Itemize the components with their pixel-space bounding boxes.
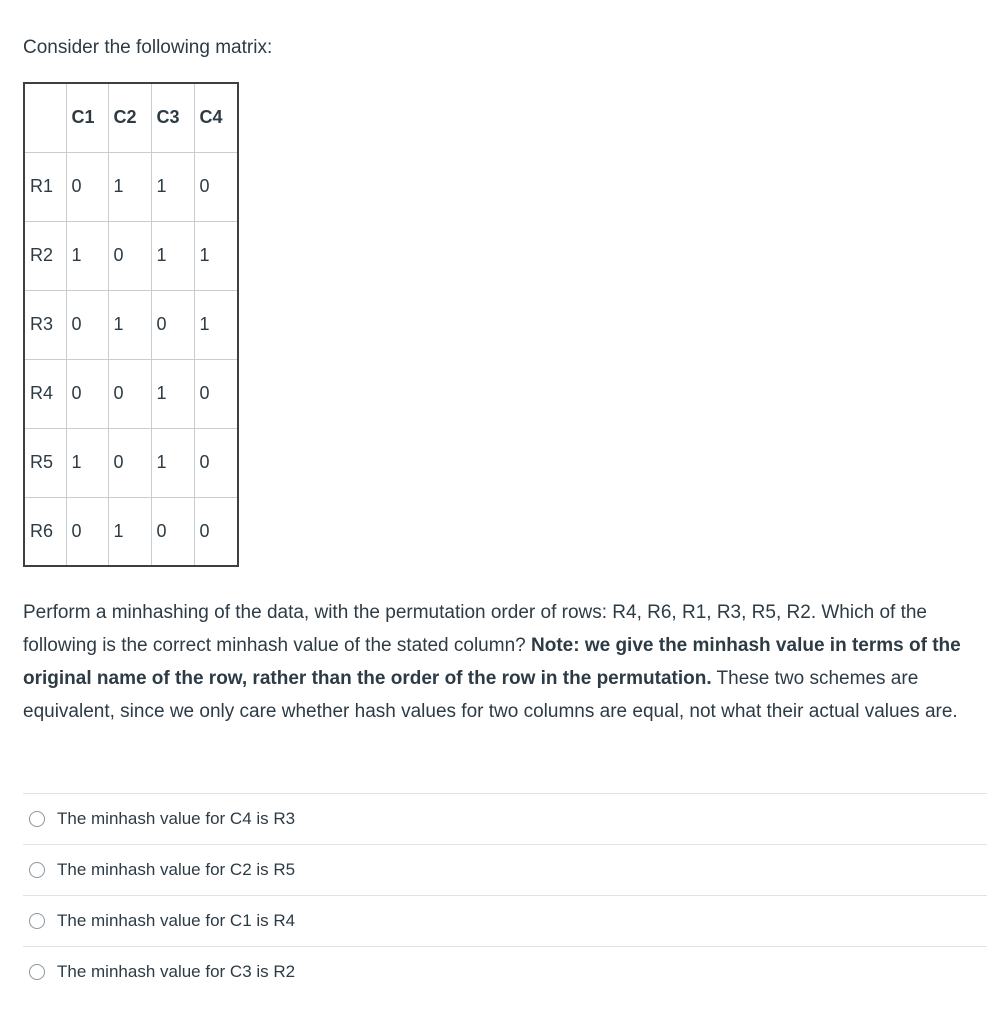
answer-label: The minhash value for C1 is R4	[57, 911, 296, 930]
answer-label: The minhash value for C4 is R3	[57, 809, 296, 828]
matrix-row	[24, 152, 238, 221]
question-part-2: These two schemes are equivalent, since we only care whether hash values for two columns are equal, not what their actual values are.	[23, 668, 958, 722]
answer-option[interactable]	[23, 793, 987, 844]
matrix-cell: 1	[194, 290, 238, 359]
matrix-cell: 1	[194, 221, 238, 290]
matrix-row-label: R3	[24, 290, 66, 359]
answer-option[interactable]	[23, 844, 987, 895]
radio-button[interactable]	[29, 964, 45, 980]
matrix-cell: 0	[194, 359, 238, 428]
matrix-cell: 0	[66, 497, 108, 566]
matrix-cell: 0	[108, 221, 151, 290]
matrix-cell: 0	[151, 290, 194, 359]
matrix-cell: 0	[66, 152, 108, 221]
matrix-row-label: R2	[24, 221, 66, 290]
matrix-cell: 0	[66, 290, 108, 359]
question-part-1: Perform a minhashing of the data, with the permutation order of rows: R4, R6, R1, R3, R5, R2. Which of the following is the correct minhash value of the stated column?	[23, 602, 927, 656]
matrix-header-cell: C2	[108, 83, 151, 152]
radio-button[interactable]	[29, 811, 45, 827]
matrix-row-label: R1	[24, 152, 66, 221]
matrix-row	[24, 221, 238, 290]
matrix-cell: 0	[66, 359, 108, 428]
answer-option[interactable]	[23, 895, 987, 946]
matrix-header-cell: C1	[66, 83, 108, 152]
matrix-row	[24, 290, 238, 359]
matrix-row	[24, 428, 238, 497]
matrix-cell: 0	[108, 428, 151, 497]
matrix-cell: 0	[194, 497, 238, 566]
radio-button[interactable]	[29, 913, 45, 929]
answer-label: The minhash value for C3 is R2	[57, 962, 296, 981]
matrix-header-cell: C3	[151, 83, 194, 152]
matrix-cell: 1	[151, 428, 194, 497]
matrix-cell: 1	[151, 359, 194, 428]
matrix-table	[23, 82, 239, 567]
answer-list	[23, 793, 987, 997]
matrix-cell: 1	[108, 497, 151, 566]
matrix-container	[23, 82, 239, 567]
answer-option[interactable]	[23, 946, 987, 997]
matrix-cell: 0	[108, 359, 151, 428]
matrix-cell: 1	[108, 290, 151, 359]
matrix-row-label: R6	[24, 497, 66, 566]
matrix-cell: 1	[66, 428, 108, 497]
radio-button[interactable]	[29, 862, 45, 878]
matrix-row-label: R5	[24, 428, 66, 497]
matrix-cell: 1	[151, 152, 194, 221]
matrix-row-label: R4	[24, 359, 66, 428]
matrix-header-cell: C4	[194, 83, 238, 152]
matrix-cell: 0	[151, 497, 194, 566]
matrix-cell: 0	[194, 152, 238, 221]
matrix-cell: 1	[151, 221, 194, 290]
matrix-cell: 1	[66, 221, 108, 290]
matrix-row	[24, 359, 238, 428]
question-note-bold: Note: we give the minhash value in terms of the original name of the row, rather than the order of the row in the permutation.	[23, 635, 961, 689]
intro-text: Consider the following matrix:	[23, 37, 273, 58]
answer-label: The minhash value for C2 is R5	[57, 860, 296, 879]
matrix-cell: 0	[194, 428, 238, 497]
matrix-cell: 1	[108, 152, 151, 221]
matrix-header-cell	[24, 83, 66, 152]
question-text	[23, 596, 988, 728]
matrix-header-row	[24, 83, 238, 152]
matrix-row	[24, 497, 238, 566]
